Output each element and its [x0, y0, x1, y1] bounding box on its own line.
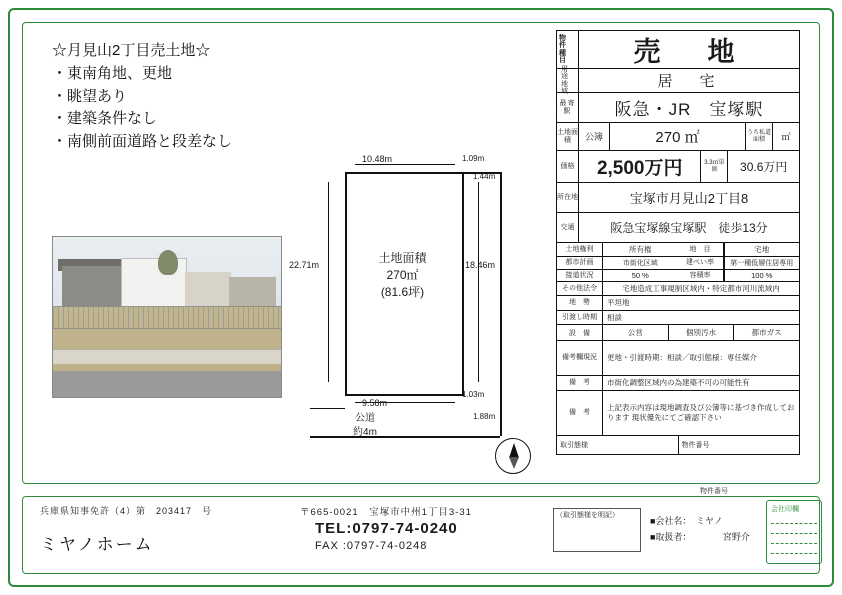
bullet-2: ・眺望あり: [52, 87, 128, 105]
road-label-group: [330, 412, 400, 439]
spec-value-station: 阪急・JR 宝塚駅: [614, 100, 764, 119]
spec-grid-row-0: [557, 243, 799, 257]
spec-grid-value-0: 所有権: [629, 245, 652, 254]
spec-utility-gas: 都市ガス: [733, 325, 799, 340]
company-fax: FAX :0797-74-0248: [315, 540, 428, 552]
dim-bottom-small-2: 1.88m: [473, 412, 496, 421]
photo-wall: [53, 349, 281, 364]
spec-label-traffic: 交通: [557, 213, 579, 242]
license-number: 兵庫県知事免許（4）第 203417 号: [40, 506, 213, 516]
spec-value-geo: 平坦地: [607, 298, 630, 308]
bullet-4: ・南側前面道路と段差なし: [52, 133, 233, 151]
dim-left: 22.71m: [289, 260, 320, 270]
seal-line-1: [771, 523, 817, 524]
spec-table: [556, 30, 800, 455]
dim-top-small-2: 1.44m: [473, 172, 496, 181]
spec-row-traffic: [557, 213, 799, 243]
spec-grid-label-1: 都市計画: [557, 257, 603, 269]
spec-grid-row-1: [557, 257, 799, 270]
spec-grid-label-0: 土地権利: [557, 243, 603, 256]
spec-area-kind: 公簿: [579, 123, 610, 150]
spec-footer-left: 取引態様: [560, 441, 588, 449]
seal-line-2: [771, 533, 817, 534]
spec-utility-water: 公営: [627, 328, 643, 338]
spec-grid-label2-1: 建ぺい率: [678, 257, 724, 269]
road-width: 約4m: [353, 426, 377, 438]
spec-row-area: [557, 123, 799, 151]
spec-grid-value-1: 市街化区域: [622, 260, 658, 267]
spec-label-usage: 用途地域: [557, 69, 579, 92]
spec-price-value: 2,500万円: [596, 158, 683, 179]
staff-person: ■取扱者： 宮野介: [650, 532, 750, 543]
compass-needle: [509, 443, 519, 458]
spec-label-station: 最寄駅: [557, 93, 579, 122]
road-label: 公道: [355, 413, 375, 424]
spec-grid-label2-0: 地 目: [678, 243, 724, 256]
spec-label-geo: 地 勢: [557, 296, 603, 309]
spec-price-note: 3.3㎡単価: [700, 151, 728, 182]
spec-label-type: 物件種目: [557, 31, 579, 68]
spec-row-restriction: [557, 282, 799, 296]
lot-area-title: 土地面積: [378, 251, 427, 265]
spec-label-area: 土地面積: [557, 123, 579, 150]
spec-footer-row: [557, 436, 799, 455]
spec-value-traffic: 阪急宝塚線宝塚駅 徒歩13分: [610, 221, 768, 235]
spec-value-note-2: 市街化調整区域内の為建築不可の可能性有: [607, 378, 750, 388]
spec-label-restriction: その他法令: [557, 282, 603, 295]
spec-row-usage: [557, 65, 799, 95]
bullet-0: ☆月見山2丁目売土地☆: [52, 42, 211, 59]
spec-top-note: 物件番号: [700, 488, 728, 495]
spec-label-note: 備考欄現況: [557, 341, 603, 375]
spec-utility-sewer: 個別汚水: [668, 325, 734, 340]
plan-south-road-line-2: [310, 408, 345, 409]
spec-value-restriction: 宅地造成工事規制区域内・特定都市河川流域内: [622, 284, 780, 293]
spec-area-value: 270 ㎡: [655, 129, 700, 146]
spec-label-handover: 引渡し時期: [557, 311, 603, 324]
spec-grid-row-2: [557, 270, 799, 282]
spec-row-handover: [557, 311, 799, 325]
plan-left-dim-line: [328, 182, 329, 382]
dim-top-small: 1.09m: [462, 154, 485, 163]
spec-label-bikou: 備 考: [557, 376, 603, 389]
lot-area-label: [345, 250, 460, 300]
plan-top-dim-line: [355, 164, 455, 165]
spec-row-geo: [557, 296, 799, 310]
spec-row-bikou: [557, 391, 799, 436]
spec-row-note: [557, 341, 799, 376]
company-seal-box: [766, 500, 822, 564]
spec-value-bikou-2: 上記表示内容は現地調査及び公簿等に基づき作成しております 現状優先にてご確認下さい: [607, 403, 795, 422]
spec-area-note: うち私道面積: [745, 123, 773, 150]
spec-grid-value2-2: 100 %: [724, 270, 800, 281]
lot-area-value: 270㎡: [386, 267, 419, 282]
headline-bullets: [52, 40, 352, 154]
compass-tail: [509, 457, 519, 469]
spec-area-unit: ㎡: [781, 132, 791, 142]
spec-row-title: [557, 31, 799, 69]
spec-label-address: 所在地: [557, 183, 579, 212]
dim-top: 10.48m: [362, 154, 393, 164]
spec-grid-value2-0: 宅地: [724, 243, 800, 256]
property-photo: [52, 236, 282, 398]
spec-price-unit: 30.6万円: [740, 160, 788, 174]
site-plan: [290, 150, 540, 450]
photo-building-1: [62, 266, 121, 311]
spec-value-type: 売 地: [633, 37, 745, 67]
bullet-1: ・東南角地、更地: [52, 64, 173, 82]
compass-icon: [495, 438, 531, 474]
stamp-label: （取引態様を明記）: [556, 512, 619, 519]
spec-row-utilities: [557, 325, 799, 341]
staff-company: ■会社名： ミヤノ: [650, 516, 723, 526]
spec-value-handover: 相談: [607, 312, 622, 322]
spec-value-address: 宝塚市月見山2丁目8: [629, 191, 749, 206]
spec-label-utilities: 設 備: [557, 325, 603, 340]
photo-fence: [53, 306, 281, 329]
lot-area-tsubo: (81.6坪): [380, 284, 425, 299]
plan-right-dim-line: [478, 182, 479, 382]
seal-line-3: [771, 543, 817, 544]
plan-east-road-line: [500, 172, 502, 436]
spec-row-address: [557, 183, 799, 213]
staff-info: [650, 513, 750, 545]
dim-bottom: 9.58m: [362, 398, 388, 408]
spec-row-station: [557, 93, 799, 123]
spec-value-note: 更地・引渡時期：相談／取引態様：専任媒介: [607, 353, 757, 363]
photo-tree: [158, 250, 179, 276]
spec-grid-label2-2: 容積率: [678, 270, 724, 281]
company-seal-label: 会社印欄: [771, 506, 799, 513]
spec-label-price: 価格: [557, 151, 579, 182]
spec-row-note-2: [557, 376, 799, 390]
seal-line-4: [771, 553, 817, 554]
company-address: 〒665-0021 宝塚市中州1丁目3-31: [300, 507, 472, 518]
spec-grid-label-2: 接道状況: [557, 270, 603, 281]
spec-footer-right: 物件番号: [678, 436, 800, 454]
photo-road: [53, 371, 281, 397]
bullet-3: ・建築条件なし: [52, 110, 158, 128]
spec-row-price: [557, 151, 799, 183]
spec-value-usage: 居 宅: [657, 73, 721, 90]
company-name: ミヤノホーム: [40, 535, 154, 554]
dim-right: 18.46m: [465, 260, 496, 270]
company-tel: TEL:0797-74-0240: [315, 520, 458, 537]
spec-label-bikou-2: 備 考: [557, 391, 603, 435]
spec-grid-value2-1: 第一種低層住居専用: [724, 257, 800, 269]
dim-bottom-small: 1.03m: [462, 390, 485, 399]
spec-grid-value-2: 50 %: [631, 271, 649, 280]
